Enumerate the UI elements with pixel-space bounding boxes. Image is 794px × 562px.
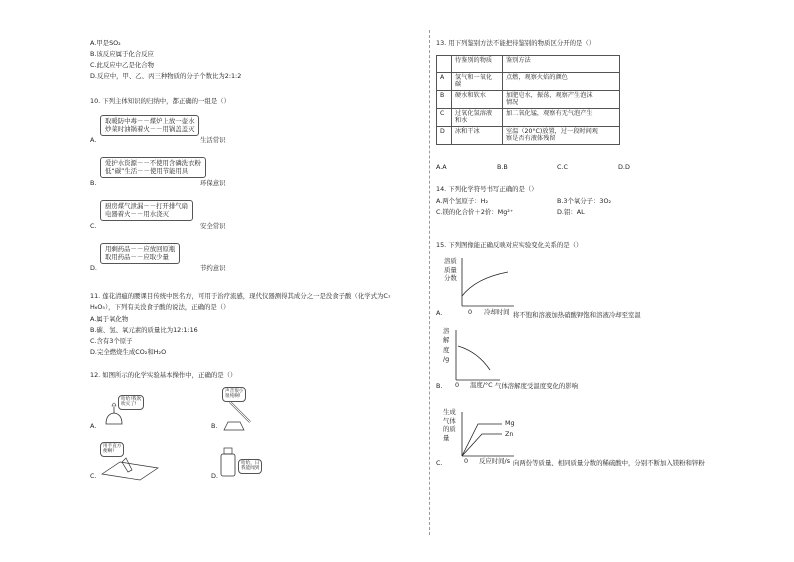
q15-a-xlabel: 冷却时间 bbox=[484, 308, 510, 316]
q12-a-bubble-line2: 吹灭了! bbox=[121, 402, 137, 408]
q15-a-letter: A. bbox=[436, 309, 443, 317]
q10-c-line2: 电器着火－－用水浇灭 bbox=[105, 209, 169, 218]
q12-a-bubble bbox=[118, 395, 144, 410]
column-divider bbox=[429, 30, 430, 535]
q15-b-ylabel bbox=[443, 327, 449, 364]
ylabel-line: 质量 bbox=[444, 265, 457, 274]
q12-d-bubble bbox=[238, 459, 262, 474]
q14-stem: 14. 下列化学符号书写正确的是（） bbox=[436, 185, 538, 193]
q10-b-line2: 低“碳”生活－－使用节能用具 bbox=[105, 166, 189, 175]
table-row bbox=[437, 90, 620, 108]
substance-line: 冰和干冰 bbox=[455, 127, 480, 135]
ylabel-line: 的质 bbox=[443, 425, 456, 434]
q10-option-b-letter: B. bbox=[90, 179, 97, 187]
ylabel-line: 度 bbox=[443, 345, 450, 354]
method-line: 加二氧化锰，观察有无气泡产生 bbox=[506, 109, 593, 117]
graph-b-curve bbox=[458, 346, 490, 370]
q14-option-a: A.两个氢原子：H₂ bbox=[436, 197, 489, 205]
method-line: 点燃，观察火焰的颜色 bbox=[506, 74, 568, 81]
q10-d-line1: 用剩药品－－应放回原瓶 bbox=[105, 245, 176, 253]
row-letter: C bbox=[437, 108, 452, 126]
substance-line: 过氧化氢溶液 bbox=[455, 109, 493, 117]
substance-line: 氢气和一氧化 bbox=[455, 74, 493, 81]
q12-b-bubble-line2: 很纯啊! bbox=[225, 394, 241, 400]
graph-c-zn-line bbox=[462, 434, 502, 456]
q12-b-bubble-line1: 声音很小 bbox=[225, 389, 244, 394]
q10-option-b-box bbox=[100, 157, 206, 178]
q15-c-ylabel bbox=[443, 408, 456, 443]
q12-a-bubble-line1: 哈哈!我吹 bbox=[121, 397, 142, 402]
method-line: 情况 bbox=[506, 99, 519, 107]
substance-line: 碳 bbox=[455, 81, 462, 89]
q12-c-bubble-line1: 用手直方 bbox=[103, 444, 122, 449]
row-substance bbox=[452, 126, 503, 144]
substance-line: 和水 bbox=[455, 117, 468, 125]
q12-option-d-letter: D. bbox=[211, 472, 218, 480]
q10-option-c-box bbox=[100, 200, 193, 221]
q15-c-caption: 向两份等质量、相同质量分数的稀硫酸中，分别不断加入镁粉和锌粉 bbox=[513, 459, 705, 467]
hand-tray-illustration bbox=[100, 452, 160, 482]
q10-option-a-box bbox=[100, 115, 199, 136]
q10-c-line1: 厨房煤气泄漏－－打开排气扇 bbox=[105, 202, 189, 210]
ylabel-line: /g bbox=[443, 354, 450, 363]
q10-option-b-tag: 环保意识 bbox=[200, 179, 226, 187]
q10-option-a-tag: 生活常识 bbox=[200, 136, 226, 144]
q13-table bbox=[436, 55, 620, 145]
table-header-row bbox=[437, 56, 620, 73]
q15-b-origin: 0 bbox=[455, 381, 460, 389]
header-method: 鉴别方法 bbox=[503, 56, 620, 73]
row-letter: D bbox=[437, 126, 452, 144]
q12-d-bubble-line1: 哈哈，日 bbox=[241, 461, 260, 466]
q12-option-a-letter: A. bbox=[90, 422, 97, 430]
ylabel-line: 生成 bbox=[443, 408, 456, 416]
header-substance: 待鉴别的物质 bbox=[452, 56, 503, 73]
ylabel-line: 溶 bbox=[443, 327, 450, 335]
q15-c-origin: 0 bbox=[464, 457, 469, 465]
row-letter: A bbox=[437, 73, 452, 91]
method-line: 察是否有液体残留 bbox=[506, 135, 556, 143]
q9-option-d: D.反应中，甲、乙、丙三种物质的分子个数比为2:1:2 bbox=[90, 72, 242, 80]
row-substance bbox=[452, 90, 503, 108]
q10-option-c-letter: C. bbox=[90, 222, 97, 230]
q11-stem-line1: 11. 莲花清瘟的腰课目传统中医名方，可用于治疗流感，现代仪器测得其成分之一是没食子酸（化学式为C₇ bbox=[90, 292, 391, 300]
q11-option-a: A.属于氧化物 bbox=[90, 315, 129, 323]
q15-a-origin: 0 bbox=[468, 308, 473, 316]
table-row bbox=[437, 73, 620, 91]
q14-option-d: D.铝：AL bbox=[557, 208, 585, 216]
q12-d-bubble-line2: 我能闻到 bbox=[241, 466, 260, 472]
row-method bbox=[503, 126, 620, 144]
q11-stem-line2: H₆O₅），下列有关没食子酸的说法，正确的是（） bbox=[90, 303, 230, 311]
graph-a-curve bbox=[462, 272, 508, 296]
graph-c-mg-line bbox=[462, 424, 502, 456]
q9-option-a: A.甲是SO₂ bbox=[90, 39, 121, 47]
q15-b-xlabel: 温度/°C bbox=[470, 381, 493, 389]
row-substance bbox=[452, 108, 503, 126]
q9-option-c: C.此反应中乙是化合物 bbox=[90, 61, 155, 69]
table-row bbox=[437, 108, 620, 126]
q10-a-line1: 取暖防中毒－－煤炉上放一壶水 bbox=[105, 117, 195, 125]
q13-answer-b: B.B bbox=[497, 163, 508, 171]
q13-answer-d: D.D bbox=[618, 163, 630, 171]
q12-stem: 12. 如图所示的化学实验基本操作中，正确的是（） bbox=[90, 371, 237, 379]
q10-b-line1: 爱护水资源－－不使用含磷洗衣粉 bbox=[105, 159, 201, 167]
row-method bbox=[503, 90, 620, 108]
q10-option-d-tag: 节约意识 bbox=[200, 264, 226, 272]
q11-option-b: B.碳、氢、氧元素的质量比为12:1:16 bbox=[90, 326, 198, 334]
graph-b bbox=[452, 328, 504, 384]
q10-stem: 10. 下列主体知识的归纳中，都正确的一组是（） bbox=[90, 97, 231, 105]
row-method bbox=[503, 108, 620, 126]
graph-a bbox=[458, 256, 518, 310]
q15-c-series-zn: Zn bbox=[505, 430, 514, 438]
row-substance bbox=[452, 73, 503, 91]
ylabel-line: 解 bbox=[443, 336, 450, 345]
q10-a-line2: 炒菜时油锅着火－－用锅盖盖灭 bbox=[105, 124, 195, 133]
q10-option-a-letter: A. bbox=[90, 136, 97, 144]
q12-c-bubble-line2: 便啊! bbox=[103, 449, 115, 455]
q10-option-d-letter: D. bbox=[90, 264, 97, 272]
q15-c-letter: C. bbox=[436, 459, 443, 467]
q12-option-c-letter: C. bbox=[90, 472, 97, 480]
q15-b-letter: B. bbox=[436, 382, 443, 390]
ylabel-line: 分数 bbox=[444, 274, 457, 283]
q13-answer-c: C.C bbox=[557, 163, 568, 171]
q14-option-c: C.镁的化合价＋2价：Mg²⁺ bbox=[436, 208, 514, 216]
test-tube-illustration bbox=[220, 400, 265, 432]
ylabel-line: 溶质 bbox=[444, 257, 457, 265]
q12-option-b-letter: B. bbox=[211, 422, 218, 430]
q10-d-line2: 取用药品－－应取少量 bbox=[105, 252, 169, 261]
q15-c-series-mg: Mg bbox=[505, 419, 515, 427]
substance-line: 硬水和软水 bbox=[455, 91, 486, 99]
q11-option-d: D.完全燃烧生成CO₂和H₂O bbox=[90, 348, 167, 356]
q15-a-caption: 将不饱和溶液加热硝酸钾饱和溶液冷却至室温 bbox=[513, 311, 641, 319]
method-line: 室温（20°C)放置，过一段时间观 bbox=[506, 127, 598, 135]
ylabel-line: 量 bbox=[443, 433, 450, 442]
q15-c-xlabel: 反应时间/s bbox=[479, 457, 511, 465]
q15-stem: 15. 下列图像能正确反映对应实验变化关系的是（） bbox=[436, 241, 583, 249]
q15-a-ylabel bbox=[444, 257, 457, 283]
q9-option-b: B.该反应属于化合反应 bbox=[90, 50, 154, 58]
ylabel-line: 气体 bbox=[443, 416, 456, 425]
table-row bbox=[437, 126, 620, 144]
q10-option-d-box bbox=[100, 243, 180, 264]
row-method bbox=[503, 73, 620, 91]
q10-option-c-tag: 安全常识 bbox=[200, 222, 226, 230]
q14-option-b: B.3个氧分子：3O₂ bbox=[557, 197, 612, 205]
method-line: 加肥皂水，振荡，观察产生泡沫 bbox=[506, 91, 593, 99]
q13-stem: 13. 用下列鉴别方法不能把待鉴别的物质区分开的是（） bbox=[436, 39, 596, 47]
q15-b-caption: 气体溶解度受温度变化的影响 bbox=[495, 382, 579, 390]
row-letter: B bbox=[437, 90, 452, 108]
q11-option-c: C.含有3个原子 bbox=[90, 337, 133, 345]
q13-answer-a: A.A bbox=[436, 163, 447, 171]
